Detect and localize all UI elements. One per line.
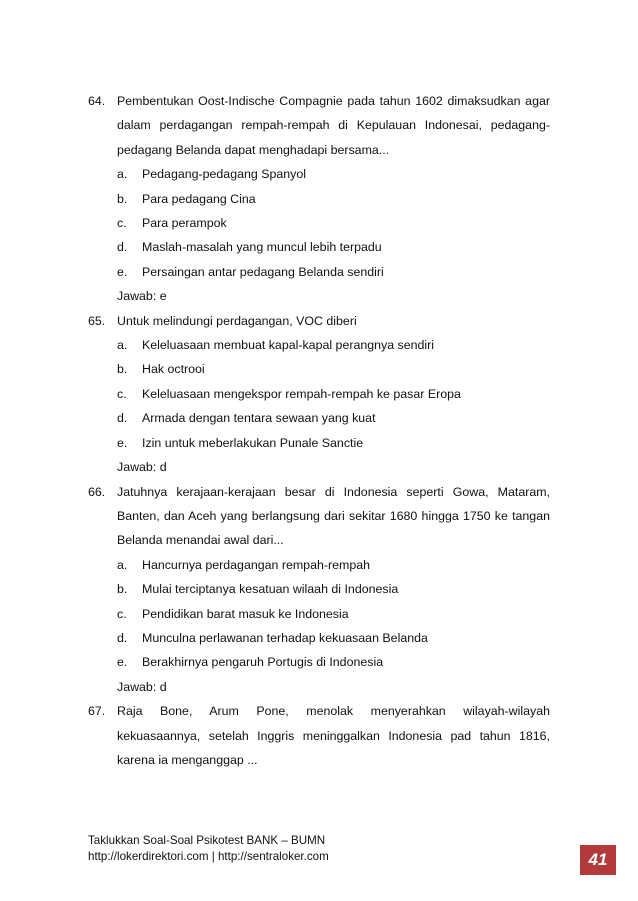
- option-text: Para perampok: [142, 216, 227, 231]
- option-c: [117, 382, 550, 406]
- question-64: [88, 89, 550, 309]
- option-text: Persaingan antar pedagang Belanda sendiri: [142, 264, 384, 279]
- question-text: Jatuhnya kerajaan-kerajaan besar di Indonesia seperti Gowa, Mataram, Banten, dan Aceh yang berlangsung dari sekitar 1680 hingga 1750 ke tangan Belanda menandai awal dari...: [117, 484, 550, 548]
- option-text: Pedagang-pedagang Spanyol: [142, 167, 306, 182]
- question-67: [88, 699, 550, 772]
- option-letter: a.: [117, 338, 128, 353]
- option-text: Izin untuk meberlakukan Punale Sanctie: [142, 435, 364, 450]
- option-letter: a.: [117, 557, 128, 572]
- option-letter: c.: [117, 606, 127, 621]
- option-letter: d.: [117, 630, 128, 645]
- option-e: [117, 260, 550, 284]
- option-d: [117, 235, 550, 259]
- option-c: [117, 211, 550, 235]
- option-letter: d.: [117, 411, 128, 426]
- option-b: [117, 357, 550, 381]
- option-d: [117, 626, 550, 650]
- answer-key: Jawab: d: [117, 460, 167, 475]
- option-letter: d.: [117, 240, 128, 255]
- option-text: Maslah-masalah yang muncul lebih terpadu: [142, 240, 382, 255]
- question-text: Raja Bone, Arum Pone, menolak menyerahkan wilayah-wilayah kekuasaannya, setelah Inggris meninggalkan Indonesia pad tahun 1816, karena ia menganggap ...: [117, 704, 550, 767]
- page-footer: [88, 833, 468, 865]
- question-number: 66.: [88, 484, 106, 499]
- question-65: [88, 309, 550, 480]
- question-list: [88, 89, 550, 772]
- option-a: [117, 162, 550, 186]
- option-c: [117, 602, 550, 626]
- option-letter: b.: [117, 582, 128, 597]
- option-letter: e.: [117, 435, 128, 450]
- footer-title: Taklukkan Soal-Soal Psikotest BANK – BUMN: [88, 834, 326, 847]
- answer-key: Jawab: e: [117, 289, 167, 304]
- page-number-badge: 41: [580, 845, 616, 875]
- question-number: 67.: [88, 704, 106, 719]
- option-text: Munculna perlawanan terhadap kekuasaan Belanda: [142, 630, 428, 645]
- option-e: [117, 431, 550, 455]
- question-number: 65.: [88, 313, 106, 328]
- option-text: Pendidikan barat masuk ke Indonesia: [142, 606, 349, 621]
- question-number: 64.: [88, 94, 106, 108]
- question-text: Untuk melindungi perdagangan, VOC diberi: [117, 313, 357, 328]
- option-b: [117, 187, 550, 211]
- footer-links: http://lokerdirektori.com | http://sentraloker.com: [88, 850, 329, 863]
- question-text: Pembentukan Oost-Indische Compagnie pada tahun 1602 dimaksudkan agar dalam perdagangan rempah-rempah di Kepulauan Indonesai, pedagang-pedagang Belanda dapat menghadapi bersama...: [117, 94, 550, 157]
- question-stem: [88, 89, 550, 162]
- option-letter: b.: [117, 191, 128, 206]
- question-stem: [88, 699, 550, 772]
- option-a: [117, 333, 550, 357]
- answer-key: Jawab: d: [117, 679, 167, 694]
- option-text: Armada dengan tentara sewaan yang kuat: [142, 411, 376, 426]
- option-e: [117, 650, 550, 674]
- option-letter: b.: [117, 362, 128, 377]
- option-letter: a.: [117, 167, 128, 182]
- option-text: Keleluasaan mengekspor rempah-rempah ke pasar Eropa: [142, 386, 461, 401]
- question-stem: [88, 480, 550, 553]
- option-text: Hancurnya perdagangan rempah-rempah: [142, 557, 370, 572]
- option-letter: c.: [117, 386, 127, 401]
- option-text: Berakhirnya pengaruh Portugis di Indonesia: [142, 655, 384, 670]
- option-text: Hak octrooi: [142, 362, 205, 377]
- question-66: [88, 480, 550, 700]
- question-stem: [88, 309, 550, 333]
- option-text: Mulai terciptanya kesatuan wilaah di Indonesia: [142, 582, 399, 597]
- option-d: [117, 406, 550, 430]
- option-letter: c.: [117, 216, 127, 231]
- option-a: [117, 553, 550, 577]
- option-text: Para pedagang Cina: [142, 191, 256, 206]
- option-text: Keleluasaan membuat kapal-kapal perangnya sendiri: [142, 338, 435, 353]
- option-letter: e.: [117, 655, 128, 670]
- option-b: [117, 577, 550, 601]
- option-letter: e.: [117, 264, 128, 279]
